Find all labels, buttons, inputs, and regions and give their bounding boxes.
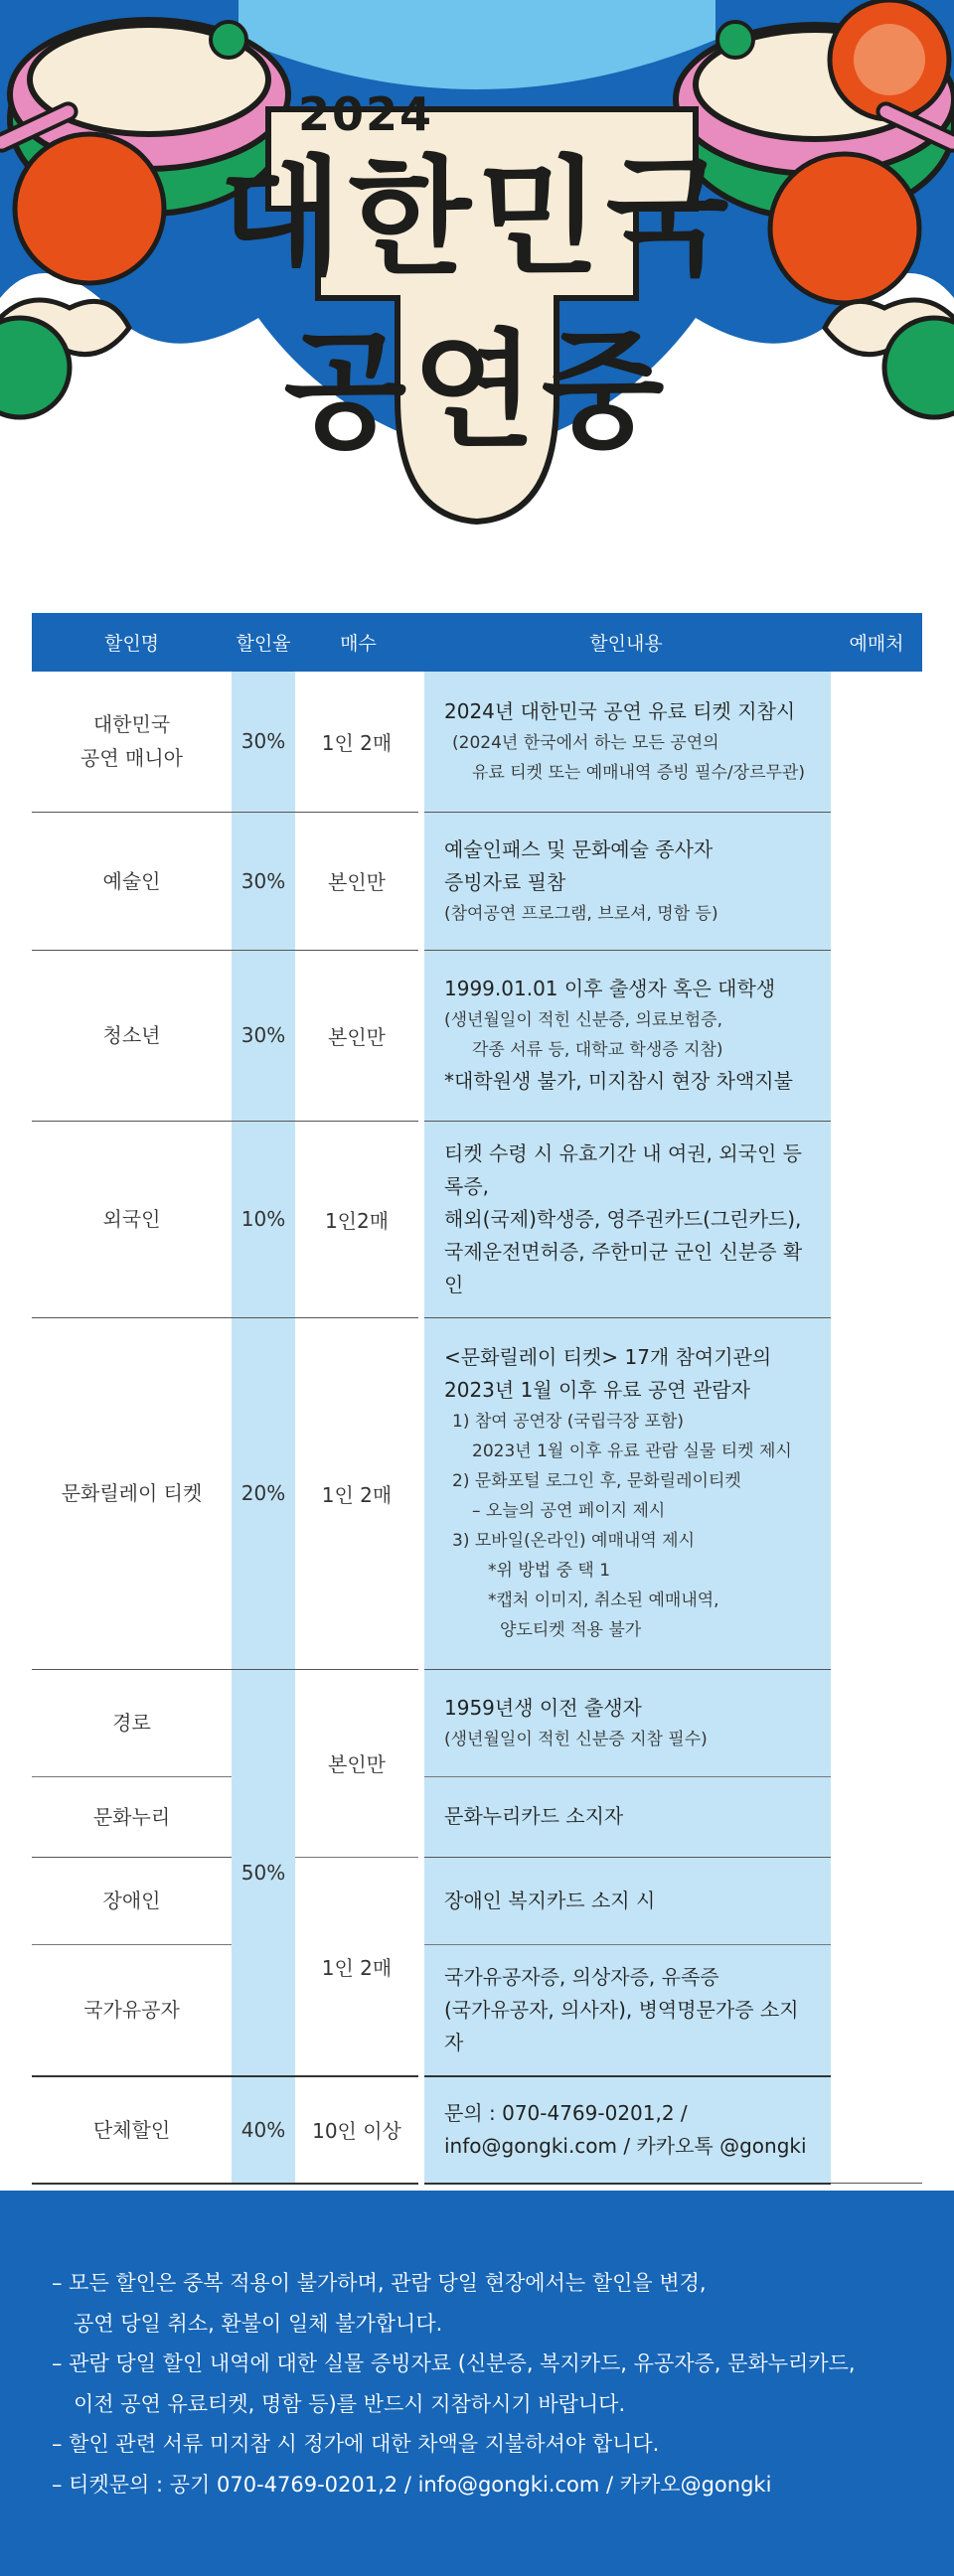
details-note: (2024년 한국에서 하는 모든 공연의 (452, 732, 719, 753)
details-note: 유료 티켓 또는 예매내역 증빙 필수/장르무관) (472, 762, 805, 783)
sellers-cell (831, 672, 922, 2184)
details-text: 해외(국제)학생증, 영주권카드(그린카드), (444, 1206, 802, 1231)
table-row (32, 1121, 922, 1317)
ticket-count: 본인만 (295, 812, 421, 950)
discount-details (421, 1944, 831, 2076)
hero-banner (0, 0, 954, 556)
discount-details (421, 812, 831, 950)
hero-title-line1: 대한민국 (219, 144, 735, 292)
details-text: info@gongki.com / 카카오톡 @gongki (444, 2133, 807, 2158)
details-text: *대학원생 불가, 미지참시 현장 차액지불 (444, 1069, 793, 1093)
discount-name: 청소년 (32, 950, 232, 1121)
notice-item-continued: 이전 공연 유료티켓, 명함 등)를 반드시 지참하시기 바랍니다. (74, 2391, 626, 2416)
table-row (32, 1944, 922, 2076)
notice-item: – 관람 당일 할인 내역에 대한 실물 증빙자료 (신분증, 복지카드, 유공자증, 문화누리카드, (52, 2351, 856, 2375)
details-text: 국제운전면허증, 주한미군 군인 신분증 확인 (444, 1239, 803, 1296)
table-row (32, 1669, 922, 1776)
details-text: 증빙자료 필참 (444, 869, 566, 894)
table-row (32, 812, 922, 950)
discount-name: 대한민국 (92, 712, 171, 737)
details-text: 1999.01.01 이후 출생자 혹은 대학생 (444, 977, 776, 1000)
header-discount-name: 할인명 (32, 613, 232, 672)
discount-rate: 10% (232, 1121, 295, 1317)
details-text: 국가유공자증, 의상자증, 유족증 (444, 1964, 719, 1989)
notice-item: – 티켓문의 : 공기 070-4769-0201,2 / info@gongki.com / 카카오@gongki (52, 2472, 772, 2497)
header-discount-details: 할인내용 (421, 613, 831, 672)
notice-item: – 모든 할인은 중복 적용이 불가하며, 관람 당일 현장에서는 할인을 변경, (52, 2271, 707, 2295)
discount-table-wrapper (32, 613, 922, 2185)
ticket-count: 1인 2매 (295, 1317, 421, 1669)
header-ticket-count: 매수 (295, 613, 421, 672)
header-sellers: 예매처 (831, 613, 922, 672)
details-text: 티켓 수령 시 유효기간 내 여권, 외국인 등록증, (444, 1140, 802, 1198)
details-text: 2023년 1월 이후 유료 공연 관람자 (444, 1378, 750, 1402)
discount-details (421, 1669, 831, 1776)
details-text: 1959년생 이전 출생자 (444, 1695, 642, 1720)
discount-name: 단체할인 (32, 2076, 232, 2184)
details-note: *캡처 이미지, 취소된 예매내역, (488, 1591, 719, 1610)
discount-details (421, 1317, 831, 1669)
discount-details (421, 2076, 831, 2184)
discount-table (32, 613, 922, 2185)
discount-name: 공연 매니아 (80, 746, 183, 771)
notice-item-continued: 공연 당일 취소, 환불이 일체 불가합니다. (74, 2311, 443, 2336)
notice-item: – 할인 관련 서류 미지참 시 정가에 대한 차액을 지불하셔야 합니다. (52, 2432, 660, 2456)
details-note: (참여공연 프로그램, 브로셔, 명함 등) (444, 903, 718, 924)
discount-name: 문화릴레이 티켓 (32, 1317, 232, 1669)
details-note: 1) 참여 공연장 (국립극장 포함) (452, 1412, 684, 1432)
discount-details (421, 1857, 831, 1944)
table-row (32, 2076, 922, 2184)
details-note: 2) 문화포털 로그인 후, 문화릴레이티켓 (452, 1471, 741, 1491)
table-row (32, 672, 922, 812)
notice-footer (0, 2191, 954, 2576)
discount-rate: 30% (232, 812, 295, 950)
details-note: (생년월일이 적힌 신분증 지참 필수) (444, 1729, 708, 1749)
details-note: 양도티켓 적용 불가 (500, 1620, 642, 1640)
discount-name-cell (32, 672, 232, 812)
ticket-count: 1인 2매 (295, 1857, 421, 2076)
discount-name: 예술인 (32, 812, 232, 950)
details-text: 2024년 대한민국 공연 유료 티켓 지참시 (444, 698, 796, 723)
details-text: (국가유공자, 의사자), 병역명문가증 소지자 (444, 1997, 799, 2054)
details-text: 장애인 복지카드 소지 시 (444, 1888, 656, 1912)
details-text: <문화릴레이 티켓> 17개 참여기관의 (444, 1345, 772, 1369)
hero-title-line2: 공연중 (283, 318, 671, 466)
discount-details (421, 950, 831, 1121)
table-row (32, 1317, 922, 1669)
header-discount-rate: 할인율 (232, 613, 295, 672)
details-text: 문화누리카드 소지자 (444, 1804, 624, 1828)
discount-rate: 20% (232, 1317, 295, 1669)
discount-details (421, 672, 831, 812)
details-note: 3) 모바일(온라인) 예매내역 제시 (452, 1531, 695, 1551)
discount-rate: 40% (232, 2076, 295, 2184)
discount-name: 경로 (32, 1669, 232, 1776)
ticket-count: 본인만 (295, 1669, 421, 1857)
discount-name: 국가유공자 (32, 1944, 232, 2076)
discount-rate: 30% (232, 672, 295, 812)
ticket-count: 1인2매 (295, 1121, 421, 1317)
hero-year: 2024 (298, 87, 434, 141)
details-note: (생년월일이 적힌 신분증, 의료보험증, (444, 1010, 722, 1030)
ticket-count: 1인 2매 (295, 672, 421, 812)
ticket-count: 10인 이상 (295, 2076, 421, 2184)
table-row (32, 1776, 922, 1857)
discount-details (421, 1121, 831, 1317)
table-row (32, 950, 922, 1121)
table-row (32, 1857, 922, 1944)
discount-name: 외국인 (32, 1121, 232, 1317)
discount-rate: 30% (232, 950, 295, 1121)
details-note: – 오늘의 공연 페이지 제시 (472, 1501, 666, 1521)
discount-name: 문화누리 (32, 1776, 232, 1857)
discount-details (421, 1776, 831, 1857)
details-text: 예술인패스 및 문화예술 종사자 (444, 836, 714, 861)
details-note: 2023년 1월 이후 유료 관람 실물 티켓 제시 (472, 1441, 792, 1461)
details-note: 각종 서류 등, 대학교 학생증 지참) (472, 1040, 723, 1060)
table-header-row (32, 613, 922, 672)
discount-rate: 50% (232, 1669, 295, 2076)
discount-name: 장애인 (32, 1857, 232, 1944)
details-note: *위 방법 중 택 1 (488, 1561, 611, 1581)
details-text: 문의 : 070-4769-0201,2 / (444, 2100, 688, 2125)
notice-list (52, 2263, 856, 2504)
ticket-count: 본인만 (295, 950, 421, 1121)
